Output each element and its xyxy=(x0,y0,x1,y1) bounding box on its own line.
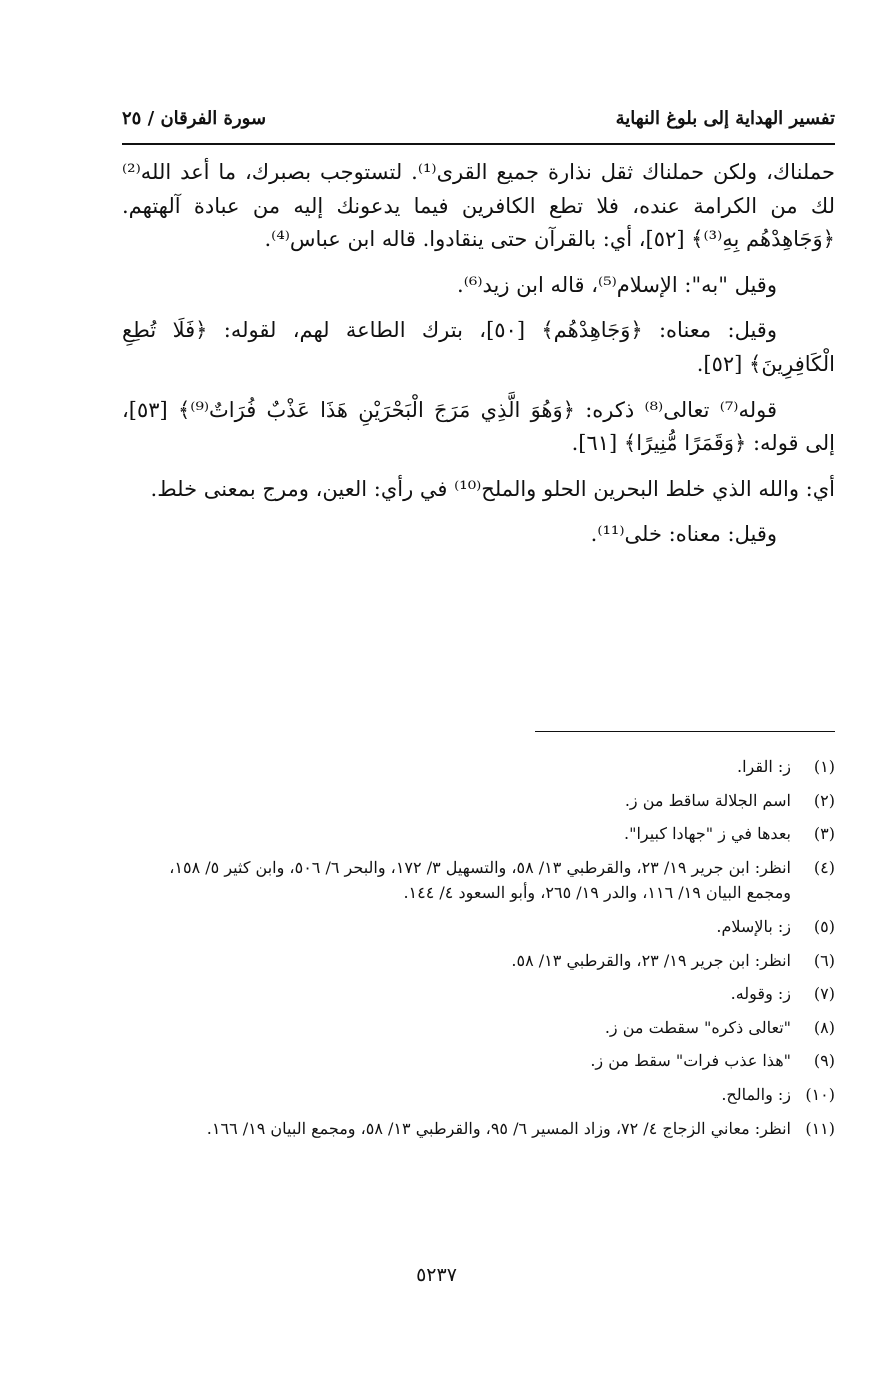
footnote-item xyxy=(122,754,835,780)
main-text xyxy=(122,156,835,564)
paragraph: وقيل "به": الإسلام⁽⁵⁾، قاله ابن زيد⁽⁶⁾. xyxy=(457,272,777,297)
footnote-number: (٣) xyxy=(813,824,835,844)
footnote-item xyxy=(122,788,835,814)
footnote-text: انظر: معاني الزجاج ٤/ ٧٢، وزاد المسير ٦/ ٩٥، والقرطبي ١٣/ ٥٨، ومجمع البيان ١٩/ ١٦٦. xyxy=(206,1118,791,1138)
footnote-item xyxy=(122,1015,835,1041)
footnote-text: "تعالى ذكره" سقطت من ز. xyxy=(604,1017,791,1037)
footnote-number: (٢) xyxy=(813,790,835,810)
footnote-item xyxy=(122,1048,835,1074)
paragraph: حملناك، ولكن حملناك ثقل نذارة جميع القرى⁽¹⁾. لتستوجب بصبرك، ما أعد الله⁽²⁾ لك من الكرامة عنده، فلا تطع الكافرين فيما يدعونك إليه من عبادة آلهتهم. ﴿وَجَاهِدْهُم بِهِ⁽³⁾﴾ [٥٢]، أي: بالقرآن حتى ينقادوا. قاله ابن عباس⁽⁴⁾. xyxy=(122,160,835,252)
footnote-number: (٨) xyxy=(813,1017,835,1037)
footnote-text: ز: القرا. xyxy=(737,757,791,776)
footnote-text: ز: بالإسلام. xyxy=(716,916,791,936)
footnote-item xyxy=(122,914,835,940)
footnote-item xyxy=(122,948,835,974)
footnote-number: (٥) xyxy=(813,916,835,936)
footnote-text: بعدها في ز "جهادا كبيرا". xyxy=(624,824,791,844)
paragraph: وقيل: معناه: خلى⁽¹¹⁾. xyxy=(590,522,777,547)
paragraph: قوله⁽⁷⁾ تعالى⁽⁸⁾ ذكره: ﴿وَهُوَ الَّذِي مَرَجَ الْبَحْرَيْنِ هَذَا عَذْبٌ فُرَاتٌ⁽⁹⁾﴾ [٥٣]، إلى قوله: ﴿وَقَمَرًا مُّنِيرًا﴾ [٦١]. xyxy=(122,397,835,456)
surah-page-label: سورة الفرقان / ٢٥ xyxy=(122,107,267,129)
footnote-item xyxy=(122,855,835,906)
footnote-item xyxy=(122,1116,835,1142)
footnote-text: ز: والمالح. xyxy=(721,1084,791,1104)
footnote-number: (١١) xyxy=(805,1118,835,1138)
footnote-number: (٧) xyxy=(813,984,835,1004)
footnote-number: (١٠) xyxy=(805,1084,835,1104)
paragraph: وقيل: معناه: ﴿وَجَاهِدْهُم﴾ [٥٠]، بترك الطاعة لهم، لقوله: ﴿فَلَا تُطِعِ الْكَافِرِينَ﴾ [٥٢]. xyxy=(122,318,835,376)
page-number: ٥٢٣٧ xyxy=(416,1264,457,1286)
footnotes xyxy=(122,754,835,1149)
footnote-number: (١) xyxy=(813,757,835,776)
book-title: تفسير الهداية إلى بلوغ النهاية xyxy=(615,107,835,129)
footnote-divider xyxy=(535,731,835,732)
running-header xyxy=(122,96,835,140)
footnote-item xyxy=(122,1082,835,1108)
footnote-number: (٦) xyxy=(813,950,835,970)
footnote-number: (٤) xyxy=(813,857,835,877)
footnote-item xyxy=(122,981,835,1007)
paragraph: أي: والله الذي خلط البحرين الحلو والملح⁽¹⁰⁾ في رأي: العين، ومرج بمعنى خلط. xyxy=(150,476,835,501)
footnote-text: انظر: ابن جرير ١٩/ ٢٣، والقرطبي ١٣/ ٥٨، والتسهيل ٣/ ١٧٢، والبحر ٦/ ٥٠٦، وابن كثير ٥/ ١٥٨، ومجمع البيان ١٩/ ١١٦، والدر ١٩/ ٢٦٥، وأبو السعود ٤/ ١٤٤. xyxy=(169,857,791,903)
footnote-text: اسم الجلالة ساقط من ز. xyxy=(624,790,791,810)
footnote-text: "هذا عذب فرات" سقط من ز. xyxy=(590,1051,791,1071)
footnote-item xyxy=(122,821,835,847)
footnote-number: (٩) xyxy=(813,1051,835,1071)
footnote-text: انظر: ابن جرير ١٩/ ٢٣، والقرطبي ١٣/ ٥٨. xyxy=(511,950,791,970)
header-divider xyxy=(122,143,835,145)
footnote-text: ز: وقوله. xyxy=(730,984,791,1004)
